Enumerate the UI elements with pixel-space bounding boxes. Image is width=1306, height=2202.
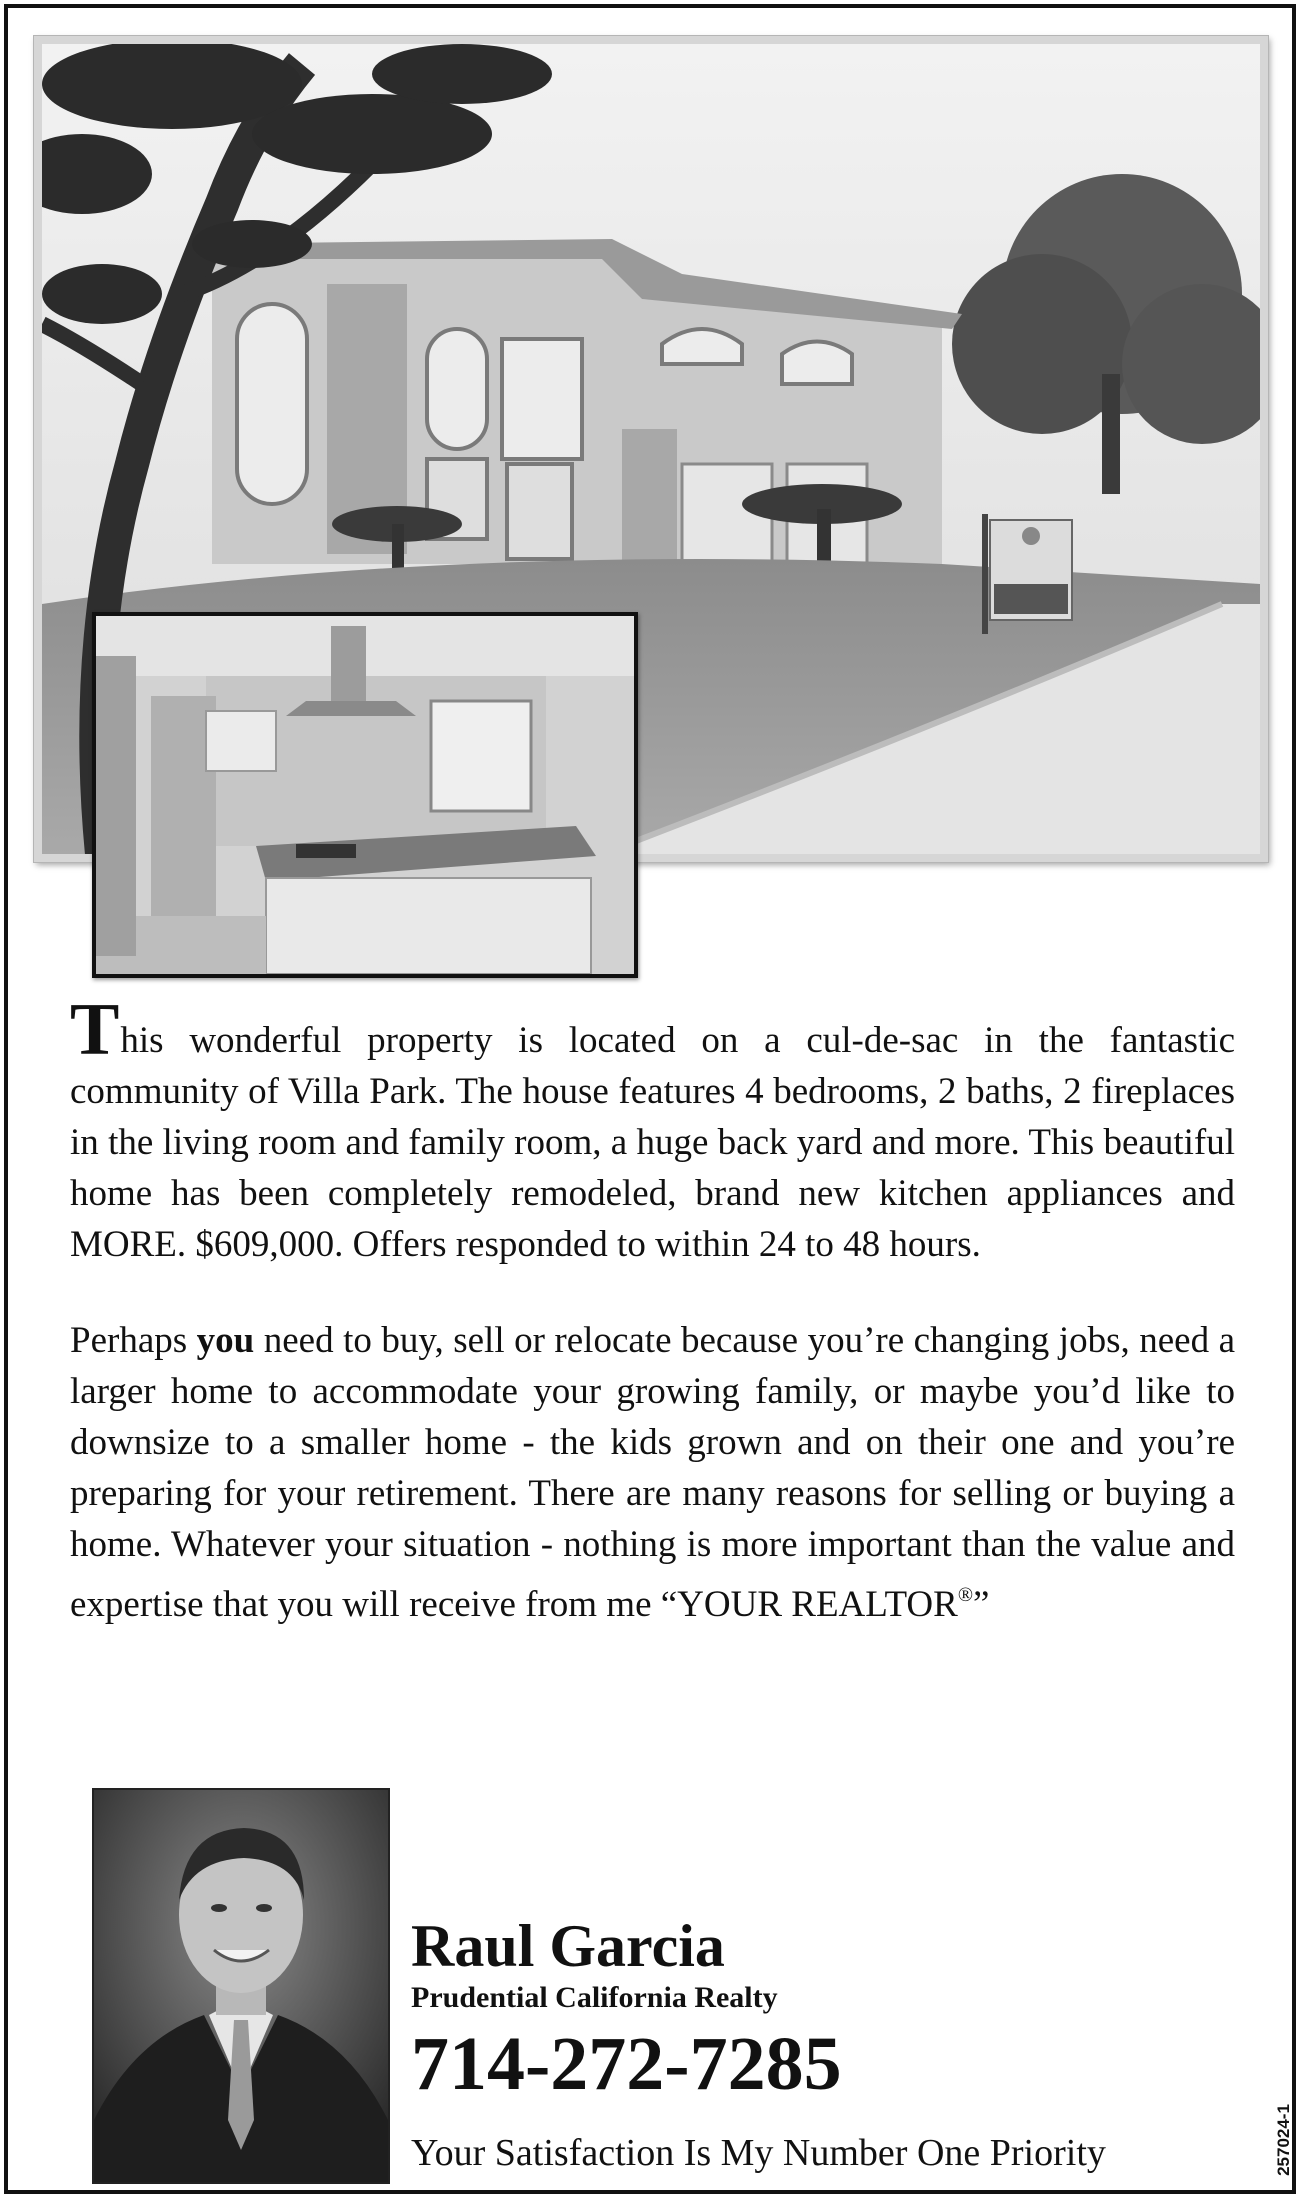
pitch-text-after: need to buy, sell or relocate because you’re changing jobs, need a larger home to accommodate your growing family, or maybe you’d like to downsize to a smaller home - the kids grown and on their one and you’re preparing for your retirement. There are many reasons for selling or buying a home. Whatever your situation - nothing is more important than the value and expertise that you will receive from me “YOUR REALTOR (70, 1320, 1235, 1625)
listing-copy (70, 989, 1235, 1630)
agent-company: Prudential California Realty (411, 1981, 778, 2014)
registered-mark: ® (957, 1584, 974, 1606)
kitchen-photo (92, 612, 638, 978)
drop-cap: T (70, 989, 120, 1071)
agent-tagline: Your Satisfaction Is My Number One Priority (411, 2132, 1106, 2174)
pitch-closing-quote: ” (973, 1584, 990, 1625)
pitch-emphasis: you (196, 1320, 255, 1361)
realtor-pitch (70, 1315, 1235, 1630)
ad-code: 257024-1 (1274, 2104, 1293, 2176)
agent-phone[interactable]: 714-272-7285 (411, 2022, 842, 2106)
pitch-text-before: Perhaps (70, 1320, 197, 1361)
property-description-text: his wonderful property is located on a cul-de-sac in the fantastic community of Villa Park. The house features 4 bedrooms, 2 baths, 2 fireplaces in the living room and family room, a huge back yard and more. This beautiful home has been completely remodeled, brand new kitchen appliances and MORE. $609,000. Offers responded to within 24 to 48 hours. (70, 1020, 1235, 1265)
agent-name: Raul Garcia (411, 1913, 725, 1979)
agent-headshot (92, 1788, 390, 2184)
property-description (70, 989, 1235, 1270)
